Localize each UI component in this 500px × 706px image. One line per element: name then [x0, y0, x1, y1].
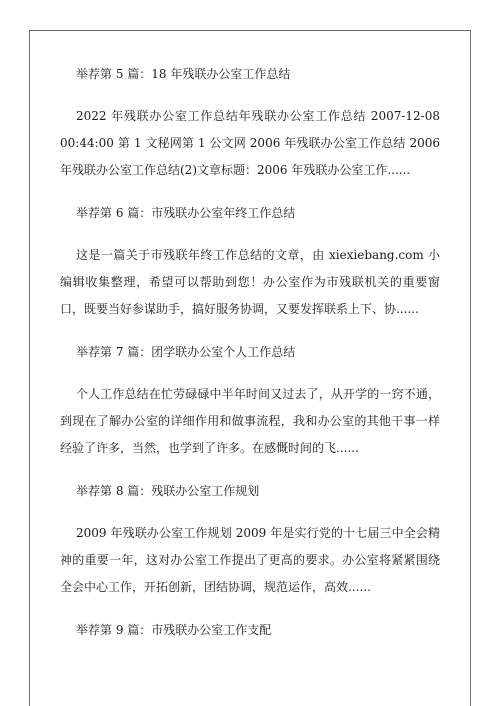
recommendation-heading-5[interactable]: 举荐第 5 篇：18 年残联办公室工作总结: [76, 67, 291, 81]
recommendation-heading-9[interactable]: 举荐第 9 篇：市残联办公室工作支配: [76, 623, 272, 637]
recommendation-heading-7[interactable]: 举荐第 7 篇：团学联办公室个人工作总结: [76, 345, 296, 359]
document-body: [60, 64, 440, 659]
recommendation-summary-7: 个人工作总结在忙劳碌碌中半年时间又过去了，从开学的一窍不通，到现在了解办公室的详细作用和做事流程，我和办公室的其他干事一样经验了许多，当然，也学到了许多。在感慨时间的飞......: [60, 387, 440, 455]
recommendation-summary-8: 2009 年残联办公室工作规划 2009 年是实行党的十七届三中全会精神的重要一年，这对办公室工作提出了更高的要求。办公室将紧紧围绕全会中心工作，开拓创新，团结协调，规范运作，高效......: [60, 526, 440, 594]
recommendation-summary-5: 2022 年残联办公室工作总结年残联办公室工作总结 2007-12-08 00:44:00 第 1 文秘网第 1 公文网 2006 年残联办公室工作总结 2006 年残联办公室工作总结(2)文章标题：2006 年残联办公室工作......: [60, 109, 440, 177]
recommendation-summary-6: 这是一篇关于市残联年终工作总结的文章，由 xiexiebang.com 小编辑收集整理，希望可以帮助到您！办公室作为市残联机关的重要窗口，既要当好参谋助手，搞好服务协调，又要发挥联系上下、协......: [60, 248, 440, 316]
recommendation-heading-6[interactable]: 举荐第 6 篇：市残联办公室年终工作总结: [76, 206, 296, 220]
recommendation-heading-8[interactable]: 举荐第 8 篇：残联办公室工作规划: [76, 484, 260, 498]
